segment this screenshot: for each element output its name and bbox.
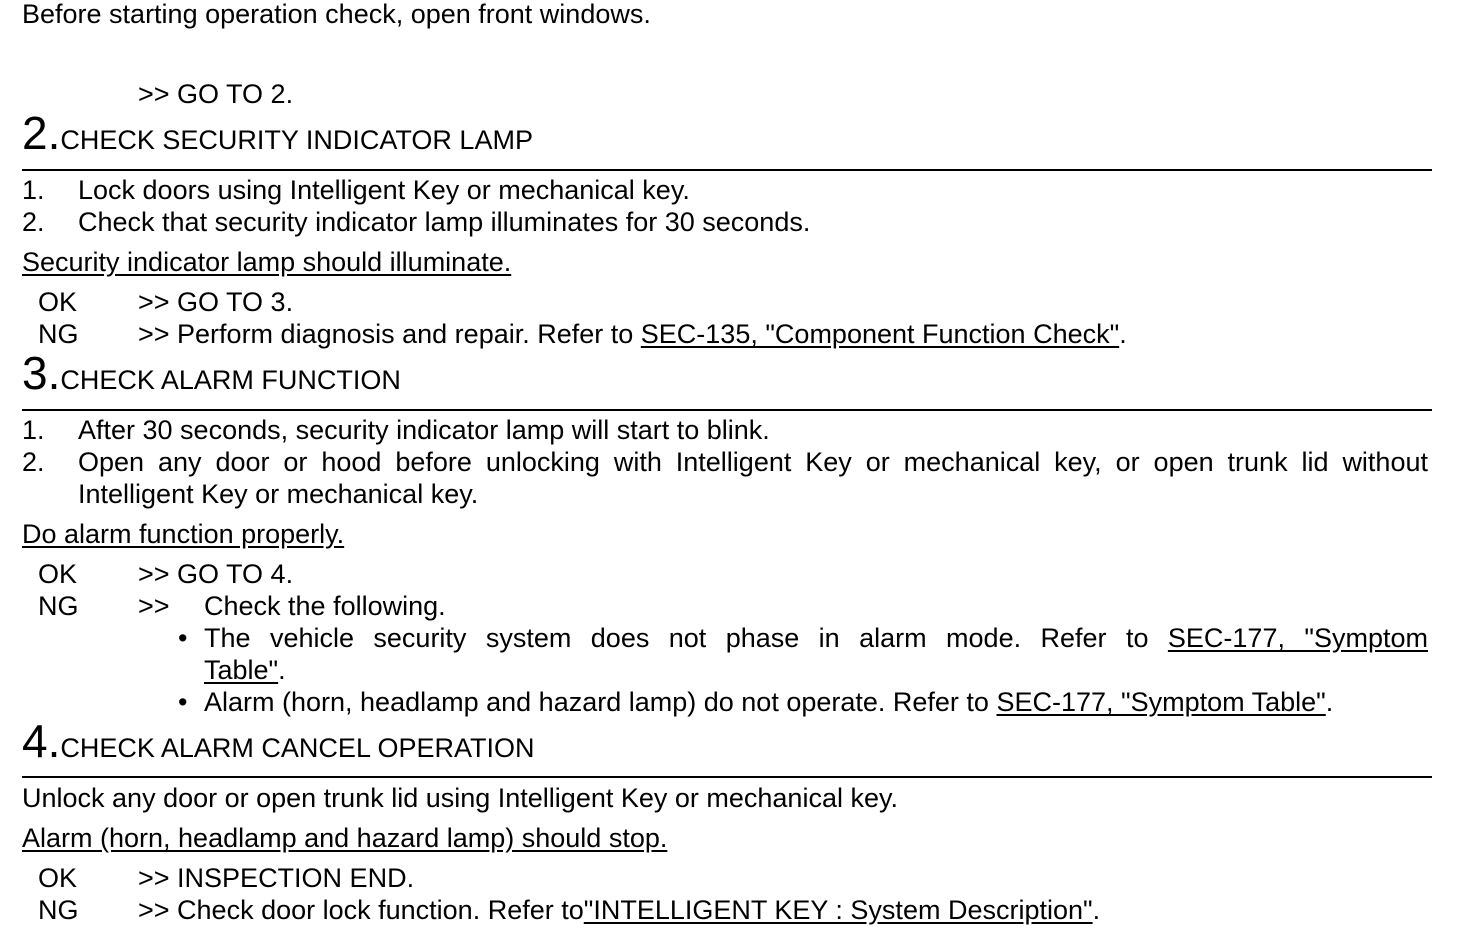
link-sec-177-b[interactable]: SEC-177, "Symptom Table" [996, 687, 1326, 717]
ng-text [138, 318, 1127, 350]
step-3-title: CHECK ALARM FUNCTION [60, 365, 401, 395]
intro-goto: >> GO TO 2. [138, 79, 294, 109]
step-3-heading [22, 347, 401, 399]
step-4-heading [22, 715, 535, 767]
ok-label: OK [38, 863, 78, 893]
intro-text: Before starting operation check, open front windows. [22, 0, 651, 29]
step-4-title: CHECK ALARM CANCEL OPERATION [60, 733, 535, 763]
bullet-1-end: . [278, 655, 286, 685]
step-2-number: 2. [22, 107, 61, 159]
step-4-rule [22, 776, 1432, 778]
bullet-1-text: The vehicle security system does not phase in alarm mode. Refer to [204, 623, 1149, 653]
item-text: Lock doors using Intelligent Key or mechanical key. [78, 175, 690, 205]
ng-end: . [1092, 895, 1101, 925]
item-text-line-1: Open any door or hood before unlocking with Intelligent Key or mechanical key, or open trunk lid without [78, 447, 1428, 477]
step-3-rule [22, 409, 1432, 411]
step-4-criterion: Alarm (horn, headlamp and hazard lamp) should stop. [22, 823, 668, 853]
ng-label: NG [38, 319, 79, 349]
ng-text: Check the following. [204, 591, 446, 621]
item-number: 1. [22, 175, 45, 205]
step-2-criterion: Security indicator lamp should illuminate. [22, 247, 512, 277]
item-number: 2. [22, 207, 45, 237]
ok-text: >> INSPECTION END. [138, 863, 415, 893]
ng-label: NG [38, 895, 79, 925]
bullet-1-line-1 [204, 622, 1428, 654]
link-sec-177-a-cont[interactable]: Table" [204, 655, 279, 685]
step-3-item-2-line-2: Intelligent Key or mechanical key. [78, 479, 479, 509]
item-number: 2. [22, 447, 45, 477]
ng-label: NG [38, 591, 79, 621]
ok-label: OK [38, 287, 78, 317]
step-3-number: 3. [22, 347, 61, 399]
ok-text: >> GO TO 4. [138, 559, 294, 589]
ng-arrow: >> [138, 591, 170, 621]
step-4-number: 4. [22, 715, 61, 767]
step-2-title: CHECK SECURITY INDICATOR LAMP [60, 125, 533, 155]
step-3-bullet-1-line-2 [204, 654, 286, 686]
ng-text-body: >> Check door lock function. Refer to [138, 895, 584, 925]
bullet-dot: • [178, 687, 188, 717]
link-sec-177-a[interactable]: SEC-177, "Symptom [1167, 623, 1428, 653]
ng-text-body: >> Perform diagnosis and repair. Refer to [138, 319, 641, 349]
bullet-2-line [204, 686, 1333, 718]
ng-end: . [1119, 319, 1127, 349]
ok-text: >> GO TO 3. [138, 287, 294, 317]
item-number: 1. [22, 415, 45, 445]
ok-label: OK [38, 559, 78, 589]
bullet-2-text: Alarm (horn, headlamp and hazard lamp) do not operate. Refer to [204, 687, 997, 717]
bullet-dot: • [178, 623, 188, 653]
ng-text [138, 894, 1100, 926]
link-sec-135[interactable]: SEC-135, "Component Function Check" [640, 319, 1120, 349]
bullet-2-end: . [1325, 687, 1334, 717]
step-4-text: Unlock any door or open trunk lid using Intelligent Key or mechanical key. [22, 783, 898, 813]
step-2-rule [22, 169, 1432, 171]
item-text: After 30 seconds, security indicator lamp will start to blink. [78, 415, 770, 445]
step-2-heading [22, 107, 533, 159]
item-text: Check that security indicator lamp illuminates for 30 seconds. [78, 207, 811, 237]
link-intelligent-key-system-description[interactable]: "INTELLIGENT KEY : System Description" [583, 895, 1093, 925]
step-3-criterion: Do alarm function properly. [22, 519, 345, 549]
